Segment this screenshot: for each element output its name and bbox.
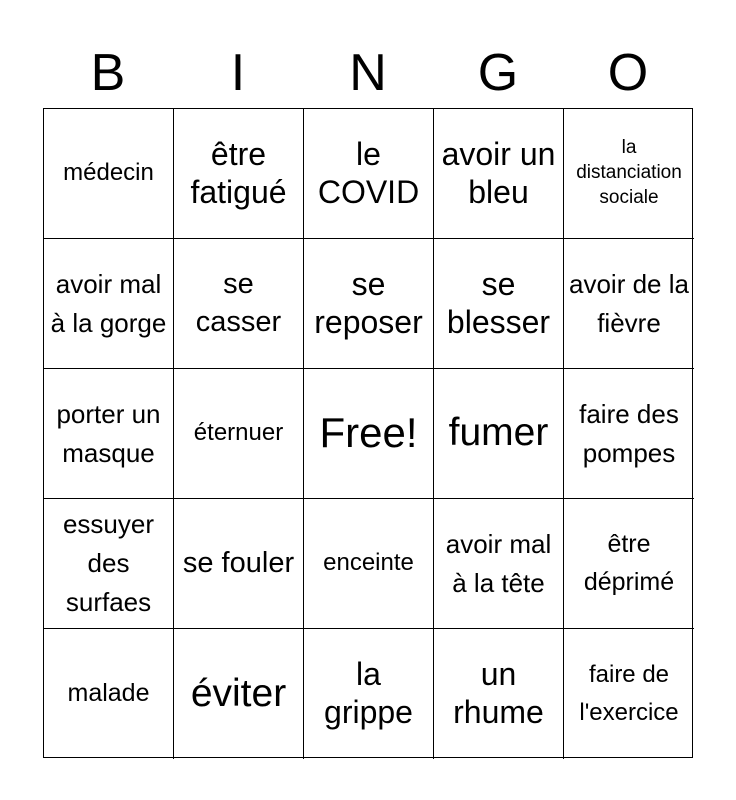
- bingo-cell[interactable]: éternuer: [174, 369, 304, 499]
- bingo-cell[interactable]: un rhume: [434, 629, 564, 759]
- bingo-cell[interactable]: se blesser: [434, 239, 564, 369]
- bingo-cell[interactable]: avoir mal à la gorge: [44, 239, 174, 369]
- free-space[interactable]: Free!: [304, 369, 434, 499]
- bingo-cell[interactable]: être fatigué: [174, 109, 304, 239]
- bingo-cell[interactable]: faire des pompes: [564, 369, 694, 499]
- bingo-cell[interactable]: essuyer des surfaes: [44, 499, 174, 629]
- bingo-cell[interactable]: médecin: [44, 109, 174, 239]
- bingo-cell[interactable]: malade: [44, 629, 174, 759]
- bingo-cell[interactable]: se reposer: [304, 239, 434, 369]
- bingo-cell[interactable]: se fouler: [174, 499, 304, 629]
- bingo-cell[interactable]: la distanciation sociale: [564, 109, 694, 239]
- bingo-cell[interactable]: faire de l'exercice: [579, 660, 679, 726]
- header-letter-b: B: [90, 44, 126, 102]
- header-letter-o: O: [607, 44, 649, 102]
- header-letter-g: G: [477, 44, 519, 102]
- bingo-cell[interactable]: être déprimé: [564, 499, 694, 629]
- header-letter-n: N: [349, 44, 387, 102]
- bingo-cell[interactable]: éviter: [174, 629, 304, 759]
- bingo-card-grid: [43, 108, 693, 758]
- bingo-cell[interactable]: porter un masque: [44, 369, 174, 499]
- bingo-cell[interactable]: fumer: [434, 369, 564, 499]
- header-letter-i: I: [230, 44, 246, 102]
- bingo-cell[interactable]: le COVID: [304, 109, 434, 239]
- bingo-cell[interactable]: la grippe: [304, 629, 434, 759]
- bingo-cell[interactable]: avoir de la fièvre: [564, 239, 694, 369]
- bingo-header: [43, 38, 693, 108]
- bingo-cell[interactable]: enceinte: [304, 499, 434, 629]
- bingo-cell[interactable]: avoir un bleu: [434, 109, 564, 239]
- bingo-cell[interactable]: avoir mal à la tête: [434, 499, 564, 629]
- bingo-cell[interactable]: se casser: [174, 239, 304, 369]
